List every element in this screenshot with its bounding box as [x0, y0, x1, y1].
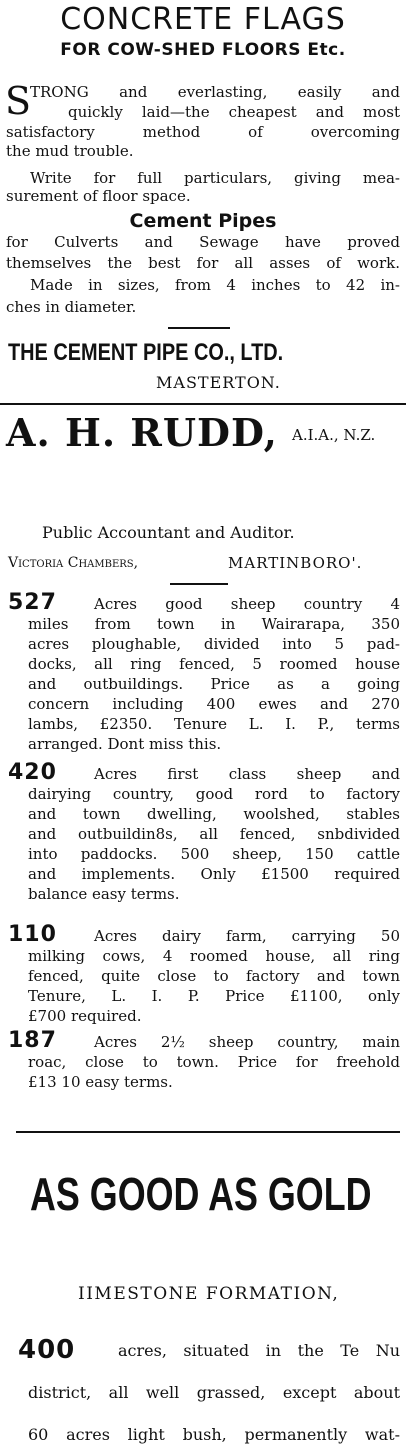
listing-number: 110 — [8, 922, 57, 947]
ad2-credentials: A.I.A., N.Z. — [292, 426, 376, 444]
listing-line: and outbuildin8s, all fenced, snbdivided — [28, 825, 400, 843]
listing-number: 420 — [8, 760, 57, 785]
listing-line: balance easy terms. — [28, 885, 180, 903]
ad1-para1-line: the mud trouble. — [6, 142, 134, 160]
ad2-name: A. H. RUDD, — [6, 410, 278, 455]
ad1-para3-line: Made in sizes, from 4 inches to 42 in- — [30, 276, 400, 294]
listing-line: concern including 400 ewes and 270 — [28, 695, 400, 713]
ad3-headline-row — [6, 1166, 400, 1222]
ad2-role: Public Accountant and Auditor. — [42, 523, 295, 542]
listing-line: dairying country, good rord to factory — [28, 785, 400, 803]
listing-line: and town dwelling, woolshed, stables — [28, 805, 400, 823]
ad2-role-row — [6, 522, 400, 544]
listing-line: roac, close to town. Price for freehold — [28, 1053, 400, 1071]
ad3-line: acres, situated in the Te Nu — [118, 1341, 400, 1360]
listing-420 — [6, 762, 400, 922]
ad1-company: THE CEMENT PIPE CO., LTD. — [8, 339, 284, 366]
listing-line: fenced, quite close to factory and town — [28, 967, 400, 985]
ad3-line: district, all well grassed, except about — [28, 1383, 400, 1402]
ad1-para1-line: satisfactory method of overcoming — [6, 123, 400, 141]
column-rule — [16, 1131, 400, 1133]
ad1-para1 — [5, 79, 400, 168]
listing-527 — [6, 592, 400, 762]
listing-line: and implements. Only £1500 required — [28, 865, 400, 883]
ad2-address-row — [6, 552, 400, 574]
listing-187 — [6, 1030, 400, 1100]
listing-number: 187 — [8, 1028, 57, 1053]
listing-line: £700 required. — [28, 1007, 142, 1025]
listing-line: £13 10 easy terms. — [28, 1073, 173, 1091]
ad1-pipes-heading-row — [6, 208, 400, 234]
ad1-para3-line: ches in diameter. — [6, 298, 137, 316]
ad3-sub: IIMESTONE FORMATION, — [78, 1284, 340, 1304]
ad2-name-row — [6, 408, 400, 458]
ad1-para3-line: for Culverts and Sewage have proved — [6, 233, 400, 251]
ad1-para2 — [6, 170, 400, 210]
listing-line: lambs, £2350. Tenure L. I. P., terms — [28, 715, 400, 733]
listing-line: acres ploughable, divided into 5 pad- — [28, 635, 400, 653]
ad1-company-row — [6, 336, 400, 370]
ad1-para3 — [6, 234, 400, 318]
ad1-town-row — [6, 372, 400, 394]
listing-line: Acres 2½ sheep country, main — [94, 1033, 400, 1051]
listing-line: miles from town in Wairarapa, 350 — [28, 615, 400, 633]
ad2-address-right: MARTINBORO'. — [228, 554, 363, 572]
ad1-subtitle: FOR COW-SHED FLOORS Etc. — [60, 40, 346, 60]
ad1-title-row — [6, 2, 400, 38]
listing-line: Acres first class sheep and — [94, 765, 400, 783]
ad1-para2-line: surement of floor space. — [6, 187, 191, 205]
ad1-short-rule — [168, 327, 230, 329]
ad1-para2-line: Write for full particulars, giving mea- — [30, 169, 400, 187]
listing-line: Acres dairy farm, carrying 50 — [94, 927, 400, 945]
ad2-short-rule — [170, 583, 228, 585]
listing-line: docks, all ring fenced, 5 roomed house — [28, 655, 400, 673]
ad2-address-left: Victoria Chambers, — [8, 555, 139, 571]
ad1-para1-line: quickly laid—the cheapest and most — [68, 103, 400, 121]
ad1-town: MASTERTON. — [156, 373, 281, 392]
ad3-line: 60 acres light bush, permanently wat- — [28, 1425, 400, 1444]
listing-line: and outbuildings. Price as a going — [28, 675, 400, 693]
ad3-headline: AS GOOD AS GOLD — [30, 1168, 372, 1220]
ad3-number: 400 — [18, 1335, 76, 1365]
ad1-drop-cap: S — [5, 79, 32, 123]
ad1-title: CONCRETE FLAGS — [60, 2, 346, 37]
listing-line: milking cows, 4 roomed house, all ring — [28, 947, 400, 965]
column-rule — [0, 403, 406, 405]
listing-110 — [6, 924, 400, 1034]
listing-line: Tenure, L. I. P. Price £1100, only — [28, 987, 400, 1005]
listing-line: arranged. Dont miss this. — [28, 735, 222, 753]
ad3-body — [6, 1336, 400, 1454]
ad1-para1-line: TRONG and everlasting, easily and — [30, 83, 400, 101]
ad3-sub-row — [6, 1282, 400, 1306]
ad1-para3-line: themselves the best for all asses of work. — [6, 254, 400, 272]
listing-number: 527 — [8, 590, 57, 615]
ad1-pipes-heading: Cement Pipes — [129, 210, 277, 232]
ad1-subtitle-row — [6, 38, 400, 62]
listing-line: into paddocks. 500 sheep, 150 cattle — [28, 845, 400, 863]
listing-line: Acres good sheep country 4 — [94, 595, 400, 613]
